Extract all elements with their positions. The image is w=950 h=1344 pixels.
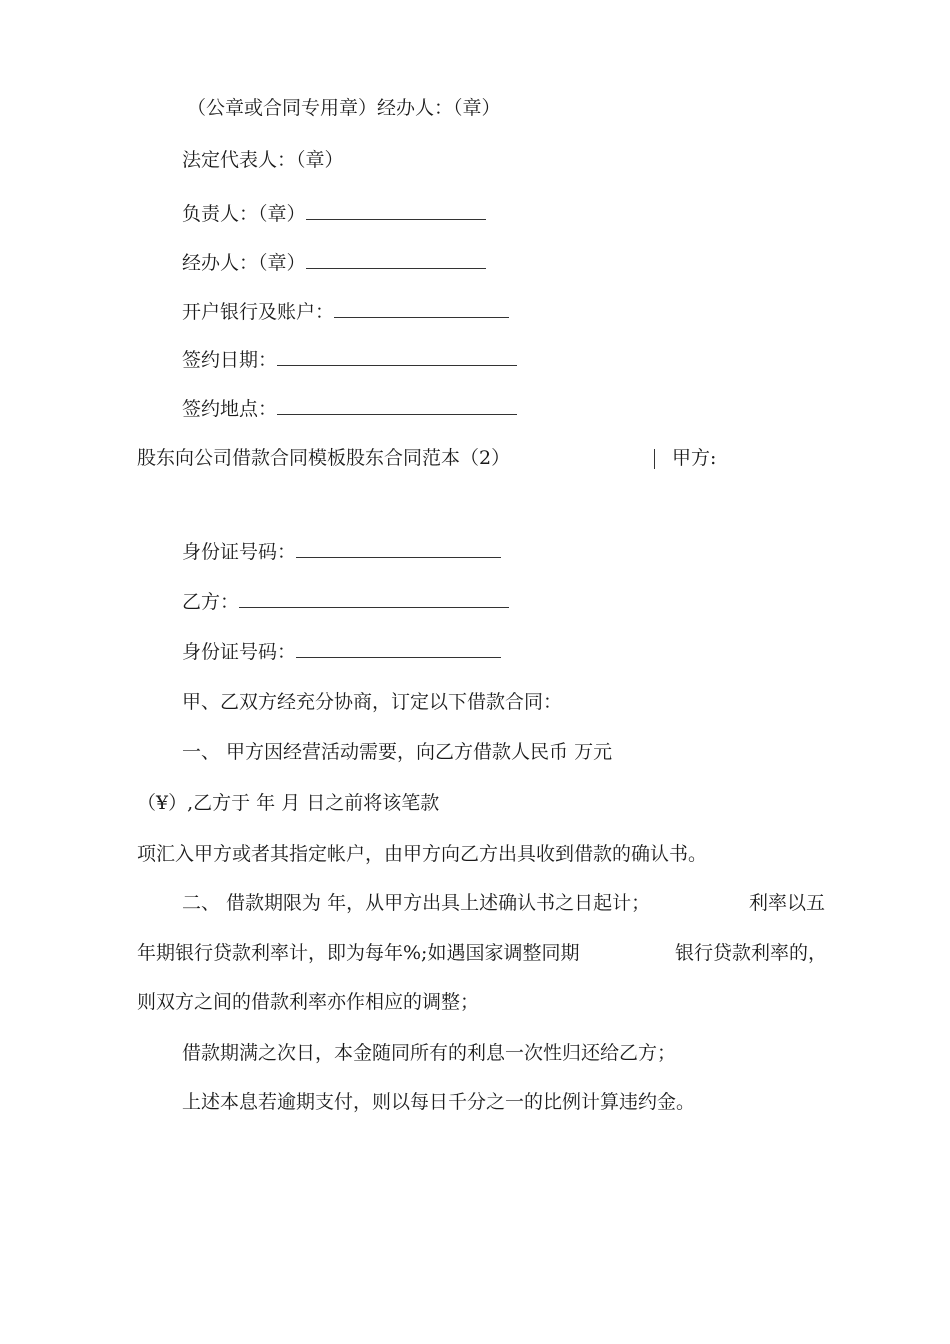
bank-account-blank xyxy=(334,301,509,318)
clause-1-line-2: （¥）,乙方于 年 月 日之前将该笔款 xyxy=(137,792,440,814)
clause-2-line-1-part-a: 二、 借款期限为 年，从甲方出具上述确认书之日起计； xyxy=(182,892,651,914)
contract-intro: 甲、乙双方经充分协商，订定以下借款合同： xyxy=(182,691,563,713)
sign-date-label: 签约日期： xyxy=(182,349,278,371)
party-b-label: 乙方： xyxy=(182,591,240,613)
clause-1-line-1: 一、 甲方因经营活动需要，向乙方借款人民币 万元 xyxy=(182,741,613,763)
sign-date-row xyxy=(182,348,517,372)
clause-2-line-2-part-a: 年期银行贷款利率计，即为每年%;如遇国家调整同期 xyxy=(137,942,580,964)
clause-2-line-2-part-b: 银行贷款利率的， xyxy=(674,942,827,964)
party-b-row xyxy=(182,590,509,614)
title-divider xyxy=(654,449,655,469)
person-in-charge-label: 负责人：（章） xyxy=(182,203,306,225)
party-a-id-row xyxy=(182,540,501,564)
clause-2-line-1-part-b: 利率以五 xyxy=(748,892,825,914)
bank-account-row xyxy=(182,300,509,324)
person-in-charge-row xyxy=(182,202,486,226)
seal-line: （公章或合同专用章）经办人：（章） xyxy=(187,97,501,119)
clause-2-line-1 xyxy=(182,891,825,915)
sign-place-blank xyxy=(277,398,517,415)
party-a-id-label: 身份证号码： xyxy=(182,541,297,563)
bank-account-label: 开户银行及账户： xyxy=(182,301,335,323)
clause-2-line-2 xyxy=(137,941,827,965)
document-title: 股东向公司借款合同模板股东合同范本（2） xyxy=(137,447,511,469)
legal-representative-line: 法定代表人：（章） xyxy=(182,149,344,171)
party-a-label: 甲方: xyxy=(672,447,717,469)
party-b-id-label: 身份证号码： xyxy=(182,641,297,663)
party-b-id-blank xyxy=(296,641,501,658)
party-a-id-blank xyxy=(296,541,501,558)
sign-place-row xyxy=(182,397,517,421)
sign-place-label: 签约地点： xyxy=(182,398,278,420)
clause-2-line-3: 则双方之间的借款利率亦作相应的调整； xyxy=(137,991,480,1013)
party-b-blank xyxy=(239,591,509,608)
handler-label: 经办人：（章） xyxy=(182,252,306,274)
clause-1-line-3: 项汇入甲方或者其指定帐户，由甲方向乙方出具收到借款的确认书。 xyxy=(137,843,708,865)
handler-row xyxy=(182,251,486,275)
person-in-charge-blank xyxy=(306,203,486,220)
sign-date-blank xyxy=(277,349,517,366)
handler-blank xyxy=(306,252,486,269)
repayment-line: 借款期满之次日，本金随同所有的利息一次性归还给乙方； xyxy=(182,1042,677,1064)
overdue-penalty-line: 上述本息若逾期支付，则以每日千分之一的比例计算违约金。 xyxy=(182,1091,696,1113)
party-b-id-row xyxy=(182,640,501,664)
